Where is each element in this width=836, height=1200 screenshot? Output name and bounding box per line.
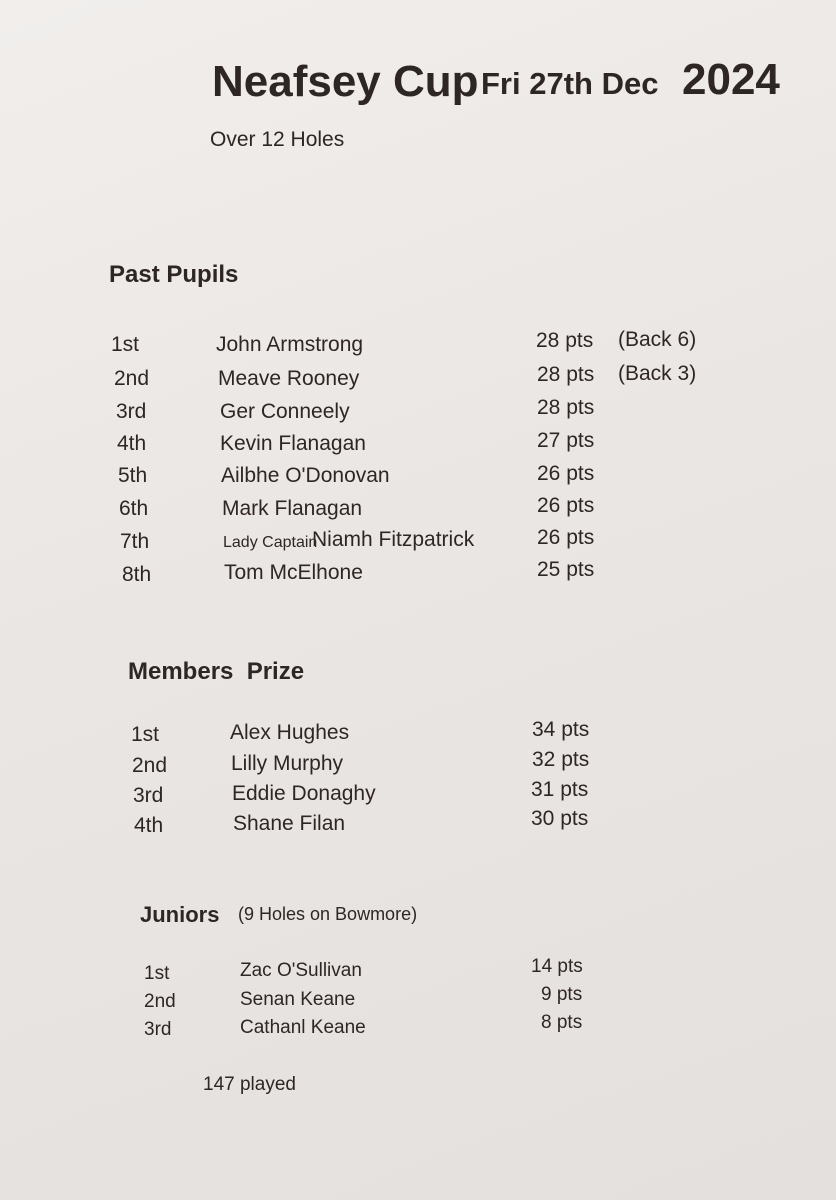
- player-score: 8 pts: [541, 1012, 583, 1033]
- player-name: Ailbhe O'Donovan: [221, 464, 390, 487]
- title-name: Neafsey Cup: [212, 57, 479, 106]
- place-label: 1st: [111, 333, 140, 356]
- player-name: Tom McElhone: [224, 561, 363, 584]
- place-label: 3rd: [144, 1019, 172, 1040]
- place-label: 4th: [134, 814, 164, 837]
- player-name: John Armstrong: [216, 333, 364, 356]
- player-score: 32 pts: [532, 748, 590, 771]
- player-name: Meave Rooney: [218, 367, 360, 390]
- title-year: 2024: [682, 55, 780, 104]
- place-label: 3rd: [133, 784, 164, 807]
- player-name: Zac O'Sullivan: [240, 960, 362, 981]
- title-date: Fri 27th Dec: [481, 66, 659, 101]
- place-label: 8th: [122, 563, 152, 586]
- player-name: Shane Filan: [233, 812, 346, 835]
- player-name: Senan Keane: [240, 989, 356, 1010]
- tie-break-note: (Back 6): [618, 328, 697, 351]
- place-label: 2nd: [114, 367, 150, 390]
- player-name: Eddie Donaghy: [232, 782, 376, 805]
- player-score: 25 pts: [537, 558, 595, 581]
- player-score: 28 pts: [537, 363, 595, 386]
- player-name: Niamh Fitzpatrick: [312, 528, 475, 551]
- player-score: 27 pts: [537, 429, 595, 452]
- player-score: 26 pts: [537, 494, 595, 517]
- player-name: Kevin Flanagan: [220, 432, 366, 455]
- player-score: 28 pts: [537, 396, 595, 419]
- player-score: 14 pts: [531, 956, 583, 977]
- player-name: Mark Flanagan: [222, 497, 363, 520]
- place-label: 1st: [131, 723, 160, 746]
- subtitle: Over 12 Holes: [210, 128, 345, 151]
- lady-captain-label: Lady Captain: [223, 534, 318, 551]
- player-name: Cathanl Keane: [240, 1017, 366, 1038]
- tie-break-note: (Back 3): [618, 362, 697, 385]
- section-heading-juniors: Juniors: [140, 902, 220, 927]
- player-score: 34 pts: [532, 718, 590, 741]
- place-label: 5th: [118, 464, 148, 487]
- place-label: 7th: [120, 530, 150, 553]
- section-heading-members-prize: Members Prize: [128, 658, 305, 685]
- place-label: 2nd: [132, 754, 168, 777]
- player-score: 26 pts: [537, 526, 595, 549]
- place-label: 1st: [144, 963, 170, 984]
- juniors-note: (9 Holes on Bowmore): [238, 904, 418, 924]
- place-label: 4th: [117, 432, 147, 455]
- place-label: 2nd: [144, 991, 176, 1012]
- player-score: 28 pts: [536, 329, 594, 352]
- player-score: 31 pts: [531, 778, 589, 801]
- player-name: Alex Hughes: [230, 721, 350, 744]
- section-heading-past-pupils: Past Pupils: [109, 261, 239, 288]
- place-label: 3rd: [116, 400, 147, 423]
- player-name: Ger Conneely: [220, 400, 350, 423]
- played-count: 147 played: [203, 1074, 296, 1095]
- player-score: 30 pts: [531, 807, 589, 830]
- player-score: 9 pts: [541, 984, 583, 1005]
- place-label: 6th: [119, 497, 149, 520]
- player-score: 26 pts: [537, 462, 595, 485]
- player-name: Lilly Murphy: [231, 752, 344, 775]
